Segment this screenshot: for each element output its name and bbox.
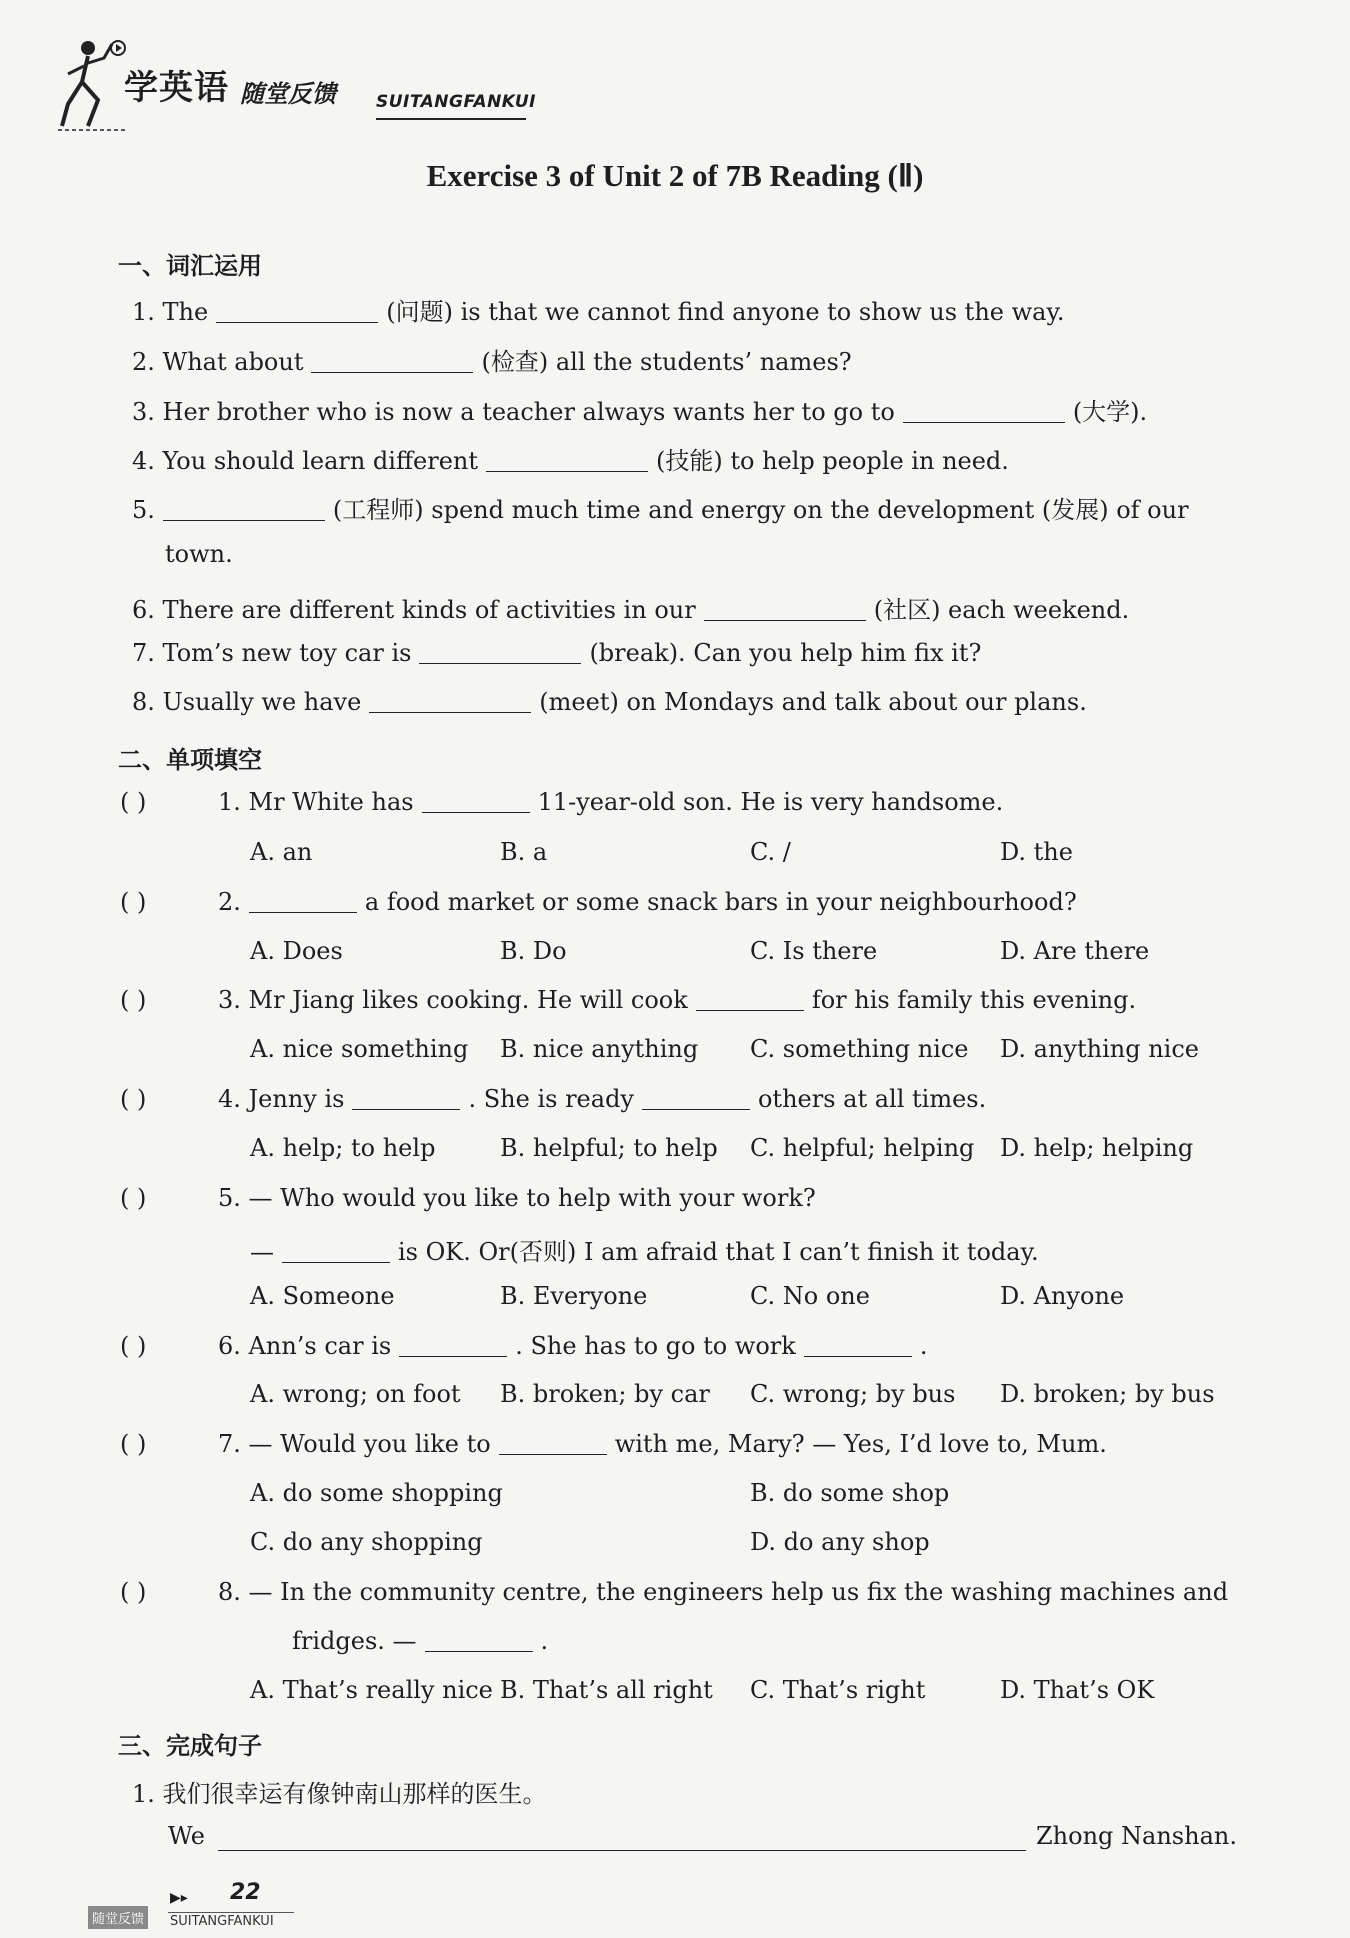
brand-subtitle: 随堂反馈 — [240, 80, 336, 108]
answer-bracket[interactable]: ( ) — [120, 788, 147, 816]
mc-question-8: 8. — In the community centre, the engineers help us fix the washing machines and — [218, 1578, 1229, 1606]
answer-blank[interactable] — [399, 1334, 507, 1357]
option-d[interactable]: D. Anyone — [1000, 1282, 1125, 1310]
section-heading-multiple-choice: 二、单项填空 — [118, 746, 262, 774]
answer-blank[interactable] — [903, 400, 1065, 423]
brand-latin: SUITANGFANKUI — [376, 92, 536, 112]
runner-logo-icon — [58, 34, 128, 134]
option-a[interactable]: A. an — [250, 838, 313, 866]
answer-blank[interactable] — [419, 641, 581, 664]
option-a[interactable]: A. Someone — [250, 1282, 395, 1310]
answer-bracket[interactable]: ( ) — [120, 986, 147, 1014]
option-a[interactable]: A. Does — [250, 937, 343, 965]
option-a[interactable]: A. do some shopping — [250, 1479, 503, 1507]
option-c[interactable]: C. No one — [750, 1282, 870, 1310]
option-a[interactable]: A. That’s really nice — [250, 1676, 493, 1704]
option-d[interactable]: D. Are there — [1000, 937, 1150, 965]
vocab-item-7: 7. Tom’s new toy car is (break). Can you help him fix it? — [132, 639, 982, 667]
option-d[interactable]: D. broken; by bus — [1000, 1380, 1215, 1408]
mc-question-5-reply: — is OK. Or(否则) I am afraid that I can’t finish it today. — [250, 1238, 1039, 1266]
option-b[interactable]: B. nice anything — [500, 1035, 699, 1063]
section-heading-complete-sentences: 三、完成句子 — [118, 1732, 262, 1760]
mc-question-6: 6. Ann’s car is . She has to go to work . — [218, 1332, 928, 1360]
mc-question-5: 5. — Who would you like to help with your work? — [218, 1184, 816, 1212]
option-c[interactable]: C. wrong; by bus — [750, 1380, 956, 1408]
vocab-item-8: 8. Usually we have (meet) on Mondays and talk about our plans. — [132, 688, 1087, 716]
answer-blank[interactable] — [499, 1432, 607, 1455]
option-c[interactable]: C. do any shopping — [250, 1528, 483, 1556]
option-b[interactable]: B. Do — [500, 937, 567, 965]
answer-blank[interactable] — [352, 1087, 460, 1110]
answer-blank[interactable] — [696, 988, 804, 1011]
footer-latin: SUITANGFANKUI — [170, 1914, 274, 1929]
option-d[interactable]: D. help; helping — [1000, 1134, 1194, 1162]
answer-blank[interactable] — [216, 300, 378, 323]
answer-bracket[interactable]: ( ) — [120, 1085, 147, 1113]
answer-blank[interactable] — [704, 598, 866, 621]
mc-question-4: 4. Jenny is . She is ready others at all times. — [218, 1085, 987, 1113]
answer-blank[interactable] — [249, 890, 357, 913]
option-a[interactable]: A. nice something — [250, 1035, 469, 1063]
option-b[interactable]: B. helpful; to help — [500, 1134, 718, 1162]
option-b[interactable]: B. do some shop — [750, 1479, 950, 1507]
option-c[interactable]: C. helpful; helping — [750, 1134, 975, 1162]
answer-blank[interactable] — [425, 1629, 533, 1652]
option-b[interactable]: B. a — [500, 838, 548, 866]
section-heading-vocabulary: 一、词汇运用 — [118, 252, 262, 280]
option-c[interactable]: C. That’s right — [750, 1676, 926, 1704]
page-number: 22 — [230, 1880, 261, 1905]
translation-end-words: Zhong Nanshan. — [1036, 1822, 1237, 1850]
vocab-item-1: 1. The (问题) is that we cannot find anyone to show us the way. — [132, 298, 1065, 326]
translation-item-1: 1. 我们很幸运有像钟南山那样的医生。 — [132, 1780, 547, 1808]
option-c[interactable]: C. / — [750, 838, 791, 866]
brand-title: 学英语 — [124, 68, 229, 108]
vocab-item-3: 3. Her brother who is now a teacher always wants her to go to (大学). — [132, 398, 1148, 426]
option-a[interactable]: A. help; to help — [250, 1134, 436, 1162]
page-title: Exercise 3 of Unit 2 of 7B Reading (Ⅱ) — [426, 158, 924, 193]
arrow-icon: ▶▸ — [170, 1890, 188, 1906]
mc-question-7: 7. — Would you like to with me, Mary? — Yes, I’d love to, Mum. — [218, 1430, 1107, 1458]
option-d[interactable]: D. the — [1000, 838, 1073, 866]
option-a[interactable]: A. wrong; on foot — [250, 1380, 461, 1408]
answer-blank[interactable] — [311, 350, 473, 373]
answer-blank[interactable] — [163, 498, 325, 521]
option-d[interactable]: D. anything nice — [1000, 1035, 1199, 1063]
mc-question-1: 1. Mr White has 11-year-old son. He is very handsome. — [218, 788, 1004, 816]
vocab-item-6: 6. There are different kinds of activities in our (社区) each weekend. — [132, 596, 1130, 624]
answer-blank[interactable] — [369, 690, 531, 713]
vocab-item-5: 5. (工程师) spend much time and energy on the development (发展) of our — [132, 496, 1189, 524]
answer-bracket[interactable]: ( ) — [120, 1578, 147, 1606]
translation-start-word: We — [168, 1822, 205, 1850]
footer-badge: 随堂反馈 — [88, 1906, 148, 1929]
answer-blank[interactable] — [422, 790, 530, 813]
vocab-item-2: 2. What about (检查) all the students’ names? — [132, 348, 852, 376]
answer-bracket[interactable]: ( ) — [120, 1430, 147, 1458]
option-c[interactable]: C. something nice — [750, 1035, 969, 1063]
mc-question-2: 2. a food market or some snack bars in your neighbourhood? — [218, 888, 1077, 916]
mc-question-8-continued: fridges. — . — [292, 1627, 549, 1655]
answer-blank[interactable] — [642, 1087, 750, 1110]
option-c[interactable]: C. Is there — [750, 937, 878, 965]
brand-underline — [376, 118, 526, 120]
option-b[interactable]: B. Everyone — [500, 1282, 648, 1310]
vocab-item-4: 4. You should learn different (技能) to help people in need. — [132, 447, 1009, 475]
answer-blank[interactable] — [486, 449, 648, 472]
option-b[interactable]: B. broken; by car — [500, 1380, 710, 1408]
answer-bracket[interactable]: ( ) — [120, 1332, 147, 1360]
answer-blank[interactable] — [282, 1240, 390, 1263]
answer-bracket[interactable]: ( ) — [120, 888, 147, 916]
option-d[interactable]: D. do any shop — [750, 1528, 930, 1556]
vocab-item-5-continued: town. — [165, 540, 233, 568]
option-d[interactable]: D. That’s OK — [1000, 1676, 1155, 1704]
mc-question-3: 3. Mr Jiang likes cooking. He will cook for his family this evening. — [218, 986, 1137, 1014]
answer-blank[interactable] — [804, 1334, 912, 1357]
option-b[interactable]: B. That’s all right — [500, 1676, 713, 1704]
answer-bracket[interactable]: ( ) — [120, 1184, 147, 1212]
answer-line[interactable] — [218, 1850, 1026, 1851]
footer-rule — [168, 1912, 294, 1913]
brand-header — [58, 34, 558, 134]
